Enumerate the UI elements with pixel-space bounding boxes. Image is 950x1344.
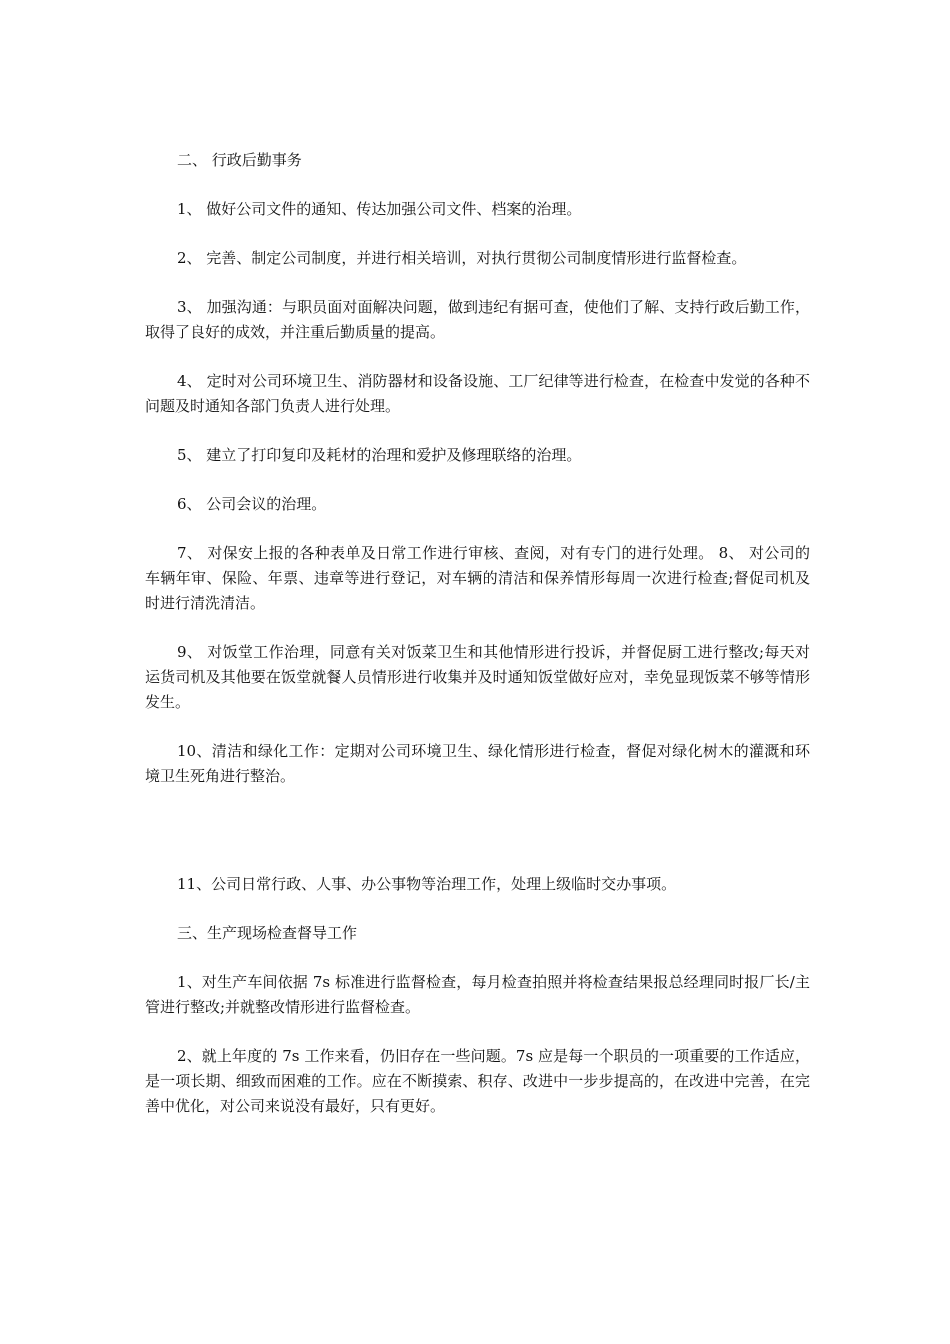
admin-item-2: 2、 完善、制定公司制度，并进行相关培训，对执行贯彻公司制度情形进行监督检查。 xyxy=(177,249,747,267)
section-heading-admin: 二、 行政后勤事务 xyxy=(177,151,302,169)
admin-item-11: 11、公司日常行政、人事、办公事物等治理工作，处理上级临时交办事项。 xyxy=(177,875,677,893)
production-item-1: 1、对生产车间依据 7s 标准进行监督检查，每月检查拍照并将检查结果报总经理同时报厂长/主管进行整改;并就整改情形进行监督检查。 xyxy=(145,973,810,1016)
admin-item-4: 4、 定时对公司环境卫生、消防器材和设备设施、工厂纪律等进行检查，在检查中发觉的各种不问题及时通知各部门负责人进行处理。 xyxy=(145,372,810,415)
section-spacer xyxy=(145,813,810,872)
admin-item-5: 5、 建立了打印复印及耗材的治理和爱护及修理联络的治理。 xyxy=(177,446,582,464)
admin-item-9: 9、 对饭堂工作治理，同意有关对饭菜卫生和其他情形进行投诉，并督促厨工进行整改;每天对运货司机及其他要在饭堂就餐人员情形进行收集并及时通知饭堂做好应对，幸免显现饭菜不够等情形发生。 xyxy=(145,643,810,711)
production-item-2: 2、就上年度的 7s 工作来看，仍旧存在一些问题。7s 应是每一个职员的一项重要的工作适应，是一项长期、细致而困难的工作。应在不断摸索、积存、改进中一步步提高的，在改进中完善，在完善中优化，对公司来说没有最好，只有更好。 xyxy=(145,1047,810,1115)
admin-item-7-8: 7、 对保安上报的各种表单及日常工作进行审核、查阅，对有专门的进行处理。 8、 对公司的车辆年审、保险、年票、违章等进行登记，对车辆的清洁和保养情形每周一次进行检查;督促司机及时进行清洗清洁。 xyxy=(145,544,810,612)
admin-item-10: 10、清洁和绿化工作：定期对公司环境卫生、绿化情形进行检查，督促对绿化树木的灌溉和环境卫生死角进行整治。 xyxy=(145,742,810,785)
admin-item-3: 3、 加强沟通：与职员面对面解决问题，做到违纪有据可查，使他们了解、支持行政后勤工作，取得了良好的成效，并注重后勤质量的提高。 xyxy=(145,298,810,341)
admin-item-6: 6、 公司会议的治理。 xyxy=(177,495,327,513)
document-body xyxy=(145,148,810,1143)
admin-item-1: 1、 做好公司文件的通知、传达加强公司文件、档案的治理。 xyxy=(177,200,582,218)
section-heading-production: 三、生产现场检查督导工作 xyxy=(177,924,358,942)
